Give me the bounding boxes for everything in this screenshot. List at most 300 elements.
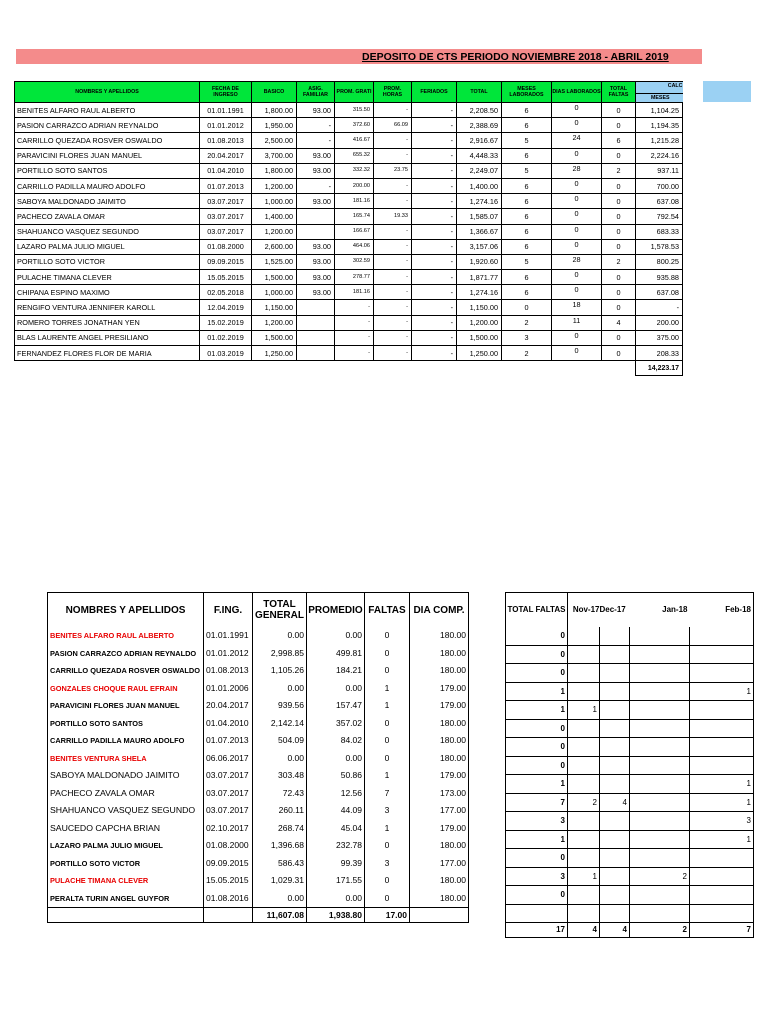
employee-name: BENITES ALFARO RAUL ALBERTO (48, 627, 204, 645)
table-cell: 2 (502, 346, 552, 361)
table-cell (690, 627, 754, 645)
table-row (15, 315, 683, 330)
table-cell (568, 849, 600, 868)
table-cell: - (374, 194, 412, 209)
promedio-table (47, 592, 469, 923)
table-cell: 655.32 (335, 148, 374, 163)
table-cell: - (412, 270, 457, 285)
table-cell: SHAHUANCO VASQUEZ SEGUNDO (15, 224, 200, 239)
table-cell: 372.60 (335, 118, 374, 133)
table-cell: CARRILLO PADILLA MAURO ADOLFO (15, 178, 200, 193)
table-cell: 179.00 (440, 770, 466, 781)
table-cell: 200.00 (636, 315, 683, 330)
table-cell: - (374, 133, 412, 148)
table-cell: 5 (502, 254, 552, 269)
employee-name: SHAHUANCO VASQUEZ SEGUNDO (48, 802, 204, 820)
table-row (15, 194, 683, 209)
table-row (15, 254, 683, 269)
table-row (48, 645, 469, 663)
table-cell: 0 (602, 148, 636, 163)
table-row (506, 627, 754, 645)
table-cell: 93.00 (297, 103, 335, 118)
column-total: 2 (630, 923, 690, 938)
table-cell (690, 719, 754, 738)
table-cell: 01.04.2010 (200, 163, 252, 178)
table-cell: 0 (365, 750, 410, 768)
table-row (15, 133, 683, 148)
table-cell: 02.10.2017 (204, 820, 253, 838)
col-header: TOTAL FALTAS (506, 593, 568, 628)
table-cell: 03.07.2017 (204, 767, 253, 785)
table-cell: 0 (602, 285, 636, 300)
table-cell: 1 (365, 680, 410, 698)
table-row (15, 346, 683, 361)
table-cell: 2 (568, 793, 600, 812)
table-cell: 72.43 (253, 785, 307, 803)
table-row (48, 715, 469, 733)
table-cell: 6 (502, 118, 552, 133)
page-title: DEPOSITO DE CTS PERIODO NOVIEMBRE 2018 - ABRIL 2019 (362, 51, 669, 63)
table-cell: 157.47 (307, 697, 365, 715)
table-cell: 24 (552, 133, 602, 148)
table-cell: 3,157.06 (457, 239, 502, 254)
table-cell: - (374, 330, 412, 345)
table-cell: 177.00 (440, 805, 466, 816)
table-cell (600, 645, 630, 664)
table-cell: 1,000.00 (252, 194, 297, 209)
table-cell: - (412, 330, 457, 345)
table-cell: 2,388.69 (457, 118, 502, 133)
table-row (506, 775, 754, 794)
table-row (48, 697, 469, 715)
employee-name: PARAVICINI FLORES JUAN MANUEL (48, 697, 204, 715)
table-cell (568, 627, 600, 645)
table-cell: 1,105.26 (253, 662, 307, 680)
table-cell: PORTILLO SOTO SANTOS (15, 163, 200, 178)
table-cell: 01.01.2012 (200, 118, 252, 133)
table-cell: 0.00 (307, 890, 365, 908)
table-cell: 278.77 (335, 270, 374, 285)
table-cell: 1,250.00 (457, 346, 502, 361)
table-cell: 180.00 (440, 717, 466, 728)
table-cell (630, 904, 690, 923)
table-cell: 01.01.2006 (204, 680, 253, 698)
table-cell: 1 (568, 701, 600, 720)
employee-name: SAUCEDO CAPCHA BRIAN (48, 820, 204, 838)
table-cell: 1,585.07 (457, 209, 502, 224)
employee-name: GONZALES CHOQUE RAUL EFRAIN (48, 680, 204, 698)
table-cell: 800.25 (636, 254, 683, 269)
table-cell: 20.04.2017 (204, 697, 253, 715)
table-cell: 03.07.2017 (200, 209, 252, 224)
table-cell (568, 886, 600, 905)
table-cell: 180.00 (440, 752, 466, 763)
table-cell: - (335, 346, 374, 361)
table-cell: PORTILLO SOTO VICTOR (15, 254, 200, 269)
table-cell: 1 (365, 697, 410, 715)
table-cell: 01.08.2013 (204, 662, 253, 680)
table-row (506, 849, 754, 868)
table-cell: 23.75 (374, 163, 412, 178)
table-cell: 1,250.00 (252, 346, 297, 361)
table-cell: 0 (552, 270, 602, 285)
table-cell: 0 (602, 330, 636, 345)
table-cell: 0 (552, 178, 602, 193)
table-cell: 6 (502, 194, 552, 209)
table-cell: 0 (506, 645, 568, 664)
table-cell: 181.16 (335, 194, 374, 209)
table-cell: 3,700.00 (252, 148, 297, 163)
table-cell: 0 (602, 194, 636, 209)
column-total: 4 (600, 923, 630, 938)
table-row (506, 738, 754, 757)
table-cell: 0 (552, 239, 602, 254)
table-cell: 01.07.2013 (204, 732, 253, 750)
table-cell (568, 812, 600, 831)
col-header: TOTAL (457, 82, 502, 103)
col-header: NOMBRES Y APELLIDOS (48, 593, 204, 628)
table-cell (568, 830, 600, 849)
table-cell: 99.39 (307, 855, 365, 873)
table-cell: 1,800.00 (252, 163, 297, 178)
table-cell: 232.78 (307, 837, 365, 855)
table-cell: 01.02.2019 (200, 330, 252, 345)
employee-name: PASION CARRAZCO ADRIAN REYNALDO (48, 645, 204, 663)
table-cell: 1 (365, 767, 410, 785)
employee-name: PULACHE TIMANA CLEVER (48, 872, 204, 890)
table-row (48, 627, 469, 645)
table-row (48, 820, 469, 838)
empty-cell (374, 361, 412, 376)
col-header: NOMBRES Y APELLIDOS (15, 82, 200, 103)
table-row (48, 837, 469, 855)
table-cell: 11 (552, 315, 602, 330)
table-cell: 683.33 (636, 224, 683, 239)
table-cell: 586.43 (253, 855, 307, 873)
table-cell: 1,104.25 (636, 103, 683, 118)
col-header: PROMEDIO (307, 593, 365, 628)
table-row (15, 239, 683, 254)
table-cell: 0.00 (253, 627, 307, 645)
table-cell: 01.08.2000 (204, 837, 253, 855)
table-cell: 01.07.2013 (200, 178, 252, 193)
table-cell: 303.48 (253, 767, 307, 785)
table-cell (297, 209, 335, 224)
table-cell: 03.07.2017 (204, 802, 253, 820)
table-cell (600, 627, 630, 645)
table-cell: 180.00 (440, 840, 466, 851)
table-cell: - (374, 315, 412, 330)
table-cell: 2,142.14 (253, 715, 307, 733)
table-cell: 1,800.00 (252, 103, 297, 118)
table-cell: 2,600.00 (252, 239, 297, 254)
table-cell (630, 645, 690, 664)
table-cell (568, 719, 600, 738)
table-cell: 504.09 (253, 732, 307, 750)
table-cell (690, 664, 754, 683)
table-cell: 0 (506, 849, 568, 868)
col-header: DIAS LABORADOS (552, 82, 602, 103)
table-cell: 173.00 (440, 787, 466, 798)
empty-cell (297, 361, 335, 376)
table-cell: 2,916.67 (457, 133, 502, 148)
table-row (48, 662, 469, 680)
table-row (48, 855, 469, 873)
col-header: TOTAL FALTAS (602, 82, 636, 103)
employee-name: SABOYA MALDONADO JAIMITO (48, 767, 204, 785)
table-cell: 01.08.2000 (200, 239, 252, 254)
table-cell (630, 664, 690, 683)
total-row (15, 361, 683, 376)
table-cell: PACHECO ZAVALA OMAR (15, 209, 200, 224)
employee-name: PORTILLO SOTO SANTOS (48, 715, 204, 733)
table-cell: 6 (502, 148, 552, 163)
table-cell: 5 (502, 163, 552, 178)
empty-cell (252, 361, 297, 376)
table-cell: LAZARO PALMA JULIO MIGUEL (15, 239, 200, 254)
table-cell: 0 (506, 664, 568, 683)
table-cell: 1 (506, 701, 568, 720)
table-row (15, 103, 683, 118)
table-cell: 179.00 (440, 822, 466, 833)
table-cell: 268.74 (253, 820, 307, 838)
table-cell: - (412, 239, 457, 254)
table-row (15, 300, 683, 315)
table-cell: 0.00 (253, 680, 307, 698)
table-cell (297, 330, 335, 345)
table-cell: 01.01.2012 (204, 645, 253, 663)
table-cell: 01.03.2019 (200, 346, 252, 361)
table-cell (690, 645, 754, 664)
table-cell: - (412, 178, 457, 193)
table-cell (568, 738, 600, 757)
table-cell: 1,029.31 (253, 872, 307, 890)
table-cell: 0 (602, 224, 636, 239)
total-general: 11,607.08 (253, 908, 307, 923)
column-total: 7 (746, 925, 751, 934)
table-cell: 1,274.16 (457, 194, 502, 209)
table-cell (600, 867, 630, 886)
table-cell: 208.33 (636, 346, 683, 361)
table-cell: 6 (602, 133, 636, 148)
table-cell: 166.67 (335, 224, 374, 239)
table-cell: 171.55 (307, 872, 365, 890)
table-cell: 0 (365, 715, 410, 733)
table-cell (600, 701, 630, 720)
table-cell: 1,400.00 (457, 178, 502, 193)
table-cell: 2,208.50 (457, 103, 502, 118)
table-row (48, 767, 469, 785)
table-cell (690, 701, 754, 720)
table-cell: 1,950.00 (252, 118, 297, 133)
table-cell: 1 (506, 775, 568, 794)
table-cell: - (374, 224, 412, 239)
table-cell: 1 (690, 775, 754, 794)
table-cell: 01.08.2016 (204, 890, 253, 908)
empty-cell (48, 908, 204, 923)
empty-cell (410, 908, 469, 923)
table-cell: 1,578.53 (636, 239, 683, 254)
table-cell: 18 (552, 300, 602, 315)
table-row (48, 802, 469, 820)
table-cell: 1 (365, 820, 410, 838)
table-row (506, 867, 754, 886)
table-cell: 499.81 (307, 645, 365, 663)
table-cell: 1,200.00 (457, 315, 502, 330)
table-cell: 0.00 (307, 750, 365, 768)
table-cell: 1,525.00 (252, 254, 297, 269)
table-cell: - (335, 330, 374, 345)
table-cell: FERNANDEZ FLORES FLOR DE MARIA (15, 346, 200, 361)
table-cell: 0.00 (253, 890, 307, 908)
table-cell (630, 812, 690, 831)
table-cell (690, 756, 754, 775)
table-cell: 0 (602, 103, 636, 118)
table-cell: 0 (602, 346, 636, 361)
table-cell (568, 664, 600, 683)
table-row (506, 812, 754, 831)
table-cell: 0 (552, 118, 602, 133)
table-cell (600, 904, 630, 923)
table-cell: 357.02 (307, 715, 365, 733)
table-cell: 332.32 (335, 163, 374, 178)
table-cell: - (335, 300, 374, 315)
table-cell (630, 682, 690, 701)
table-cell: 935.88 (636, 270, 683, 285)
table-cell: 0 (365, 627, 410, 645)
table-cell: 28 (552, 254, 602, 269)
table-cell: 6 (502, 270, 552, 285)
grand-total: 14,223.17 (636, 361, 683, 376)
table-cell: 01.08.2013 (200, 133, 252, 148)
table-cell: 1,150.00 (457, 300, 502, 315)
table-cell: 12.04.2019 (200, 300, 252, 315)
table-cell: 180.00 (440, 875, 466, 886)
table-cell: 02.05.2018 (200, 285, 252, 300)
table-cell: - (412, 133, 457, 148)
table-cell (506, 904, 568, 923)
table-cell: 165.74 (335, 209, 374, 224)
table-cell: 0 (552, 346, 602, 361)
table-cell: - (412, 300, 457, 315)
table-cell: 1 (568, 867, 600, 886)
table-cell: 0 (365, 872, 410, 890)
table-cell: 6 (502, 178, 552, 193)
table-row (506, 830, 754, 849)
table-cell (600, 664, 630, 683)
table-cell: 1,396.68 (253, 837, 307, 855)
table-cell: 03.07.2017 (200, 194, 252, 209)
table-cell: 93.00 (297, 148, 335, 163)
table-cell (297, 224, 335, 239)
table-cell: 1,215.28 (636, 133, 683, 148)
table-cell: 1 (506, 830, 568, 849)
table-row (506, 701, 754, 720)
table-cell: 939.56 (253, 697, 307, 715)
table-cell: - (412, 315, 457, 330)
table-cell: - (412, 209, 457, 224)
table-cell: 1,500.00 (252, 270, 297, 285)
table-cell: 1 (506, 682, 568, 701)
table-cell: 181.16 (335, 285, 374, 300)
table-cell: - (297, 133, 335, 148)
empty-cell (457, 361, 502, 376)
table-cell: 180.00 (440, 892, 466, 903)
col-header: PROM. HORAS (374, 82, 412, 103)
employee-name: CARRILLO PADILLA MAURO ADOLFO (48, 732, 204, 750)
table-cell (297, 315, 335, 330)
table-cell: 0 (506, 886, 568, 905)
col-header: BASICO (252, 82, 297, 103)
table-cell (568, 682, 600, 701)
table-cell: 0 (602, 300, 636, 315)
table-cell: 01.01.1991 (200, 103, 252, 118)
table-cell: 0 (365, 837, 410, 855)
col-header: MESES LABORADOS (502, 82, 552, 103)
table-cell: 260.11 (253, 802, 307, 820)
table-cell: 0 (506, 738, 568, 757)
table-cell: 4,448.33 (457, 148, 502, 163)
employee-name: CARRILLO QUEZADA ROSVER OSWALDO (48, 662, 204, 680)
table-cell: 1,150.00 (252, 300, 297, 315)
table-cell (630, 756, 690, 775)
table-cell: - (374, 239, 412, 254)
col-header-calc (636, 82, 683, 103)
table-cell: 6 (502, 209, 552, 224)
table-cell: 7 (365, 785, 410, 803)
table-cell: PULACHE TIMANA CLEVER (15, 270, 200, 285)
table-cell: 50.86 (307, 767, 365, 785)
table-cell: 1,366.67 (457, 224, 502, 239)
table-cell: 93.00 (297, 163, 335, 178)
table-row (506, 719, 754, 738)
table-cell: 4 (600, 793, 630, 812)
table-cell: 0 (506, 719, 568, 738)
table-cell (600, 682, 630, 701)
table-cell: 93.00 (297, 285, 335, 300)
table-cell: 3 (690, 812, 754, 831)
calc-label: CALC (667, 83, 683, 89)
table-cell: 1,500.00 (457, 330, 502, 345)
table-cell: 0 (602, 178, 636, 193)
table-row (15, 330, 683, 345)
table-cell: 200.00 (335, 178, 374, 193)
table-row (15, 285, 683, 300)
table-cell (568, 645, 600, 664)
table-cell (690, 867, 754, 886)
table-cell: - (374, 148, 412, 163)
table-row (15, 148, 683, 163)
table-cell: 2,500.00 (252, 133, 297, 148)
table-cell: 3 (365, 855, 410, 873)
table-cell: 01.04.2010 (204, 715, 253, 733)
col-header: PROM. GRATI (335, 82, 374, 103)
table-cell: 0 (552, 148, 602, 163)
empty-cell (200, 361, 252, 376)
table-cell: BENITES ALFARO RAUL ALBERTO (15, 103, 200, 118)
table-cell: - (412, 163, 457, 178)
table-cell: - (297, 178, 335, 193)
table-row (15, 209, 683, 224)
empty-cell (502, 361, 552, 376)
calc-sub-label: MESES (636, 93, 683, 102)
table-cell: 0 (552, 285, 602, 300)
table-cell: 1,500.00 (252, 330, 297, 345)
total-row (506, 923, 754, 938)
table-cell: 15.02.2019 (200, 315, 252, 330)
table-cell: - (374, 346, 412, 361)
table-cell: 0 (365, 732, 410, 750)
